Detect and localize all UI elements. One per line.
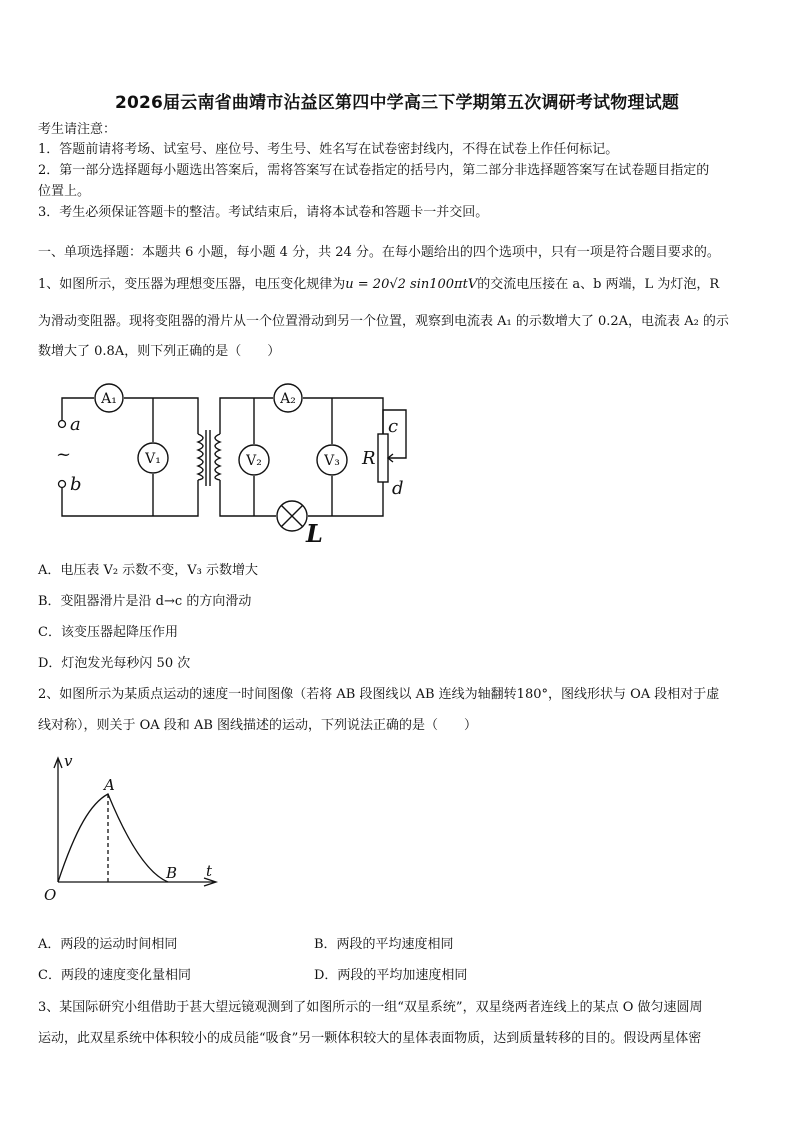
- question-2-stem: 2、如图所示为某质点运动的速度一时间图像（若将 AB 段图线以 AB 连线为轴翻转180°，图线形状与 OA 段相对于虚: [38, 687, 720, 702]
- page-title: 2026届云南省曲靖市沾益区第四中学高三下学期第五次调研考试物理试题: [114, 93, 680, 113]
- question-1-stem: 为滑动变阻器。现将变阻器的滑片从一个位置滑动到另一个位置，观察到电流表 A₁ 的示数增大了 0.2A，电流表 A₂ 的示: [38, 314, 729, 329]
- q1-stem-part: 的交流电压接在 a、b 两端，L 为灯泡，R: [477, 277, 720, 292]
- label-a1: A₁: [101, 391, 117, 407]
- q1-option-d: D．灯泡发光每秒闪 50 次: [38, 656, 191, 671]
- question-3-stem: 运动，此双星系统中体积较小的成员能“吸食”另一颗体积较大的星体表面物质，达到质量转移的目的。假设两星体密: [38, 1031, 702, 1046]
- label-c: c: [388, 416, 399, 437]
- label-v: v: [64, 752, 73, 770]
- label-ac-symbol: ~: [56, 444, 72, 465]
- label-r: R: [362, 448, 376, 469]
- question-2-stem: 线对称），则关于 OA 段和 AB 图线描述的运动，下列说法正确的是（ ）: [38, 718, 478, 733]
- label-point-b: B: [166, 864, 178, 882]
- q1-stem-part: 1、如图所示，变压器为理想变压器，电压变化规律为: [38, 277, 346, 292]
- label-t: t: [206, 862, 213, 880]
- notice-item: 位置上。: [38, 184, 91, 199]
- label-lamp: L: [306, 519, 323, 548]
- label-o: O: [44, 886, 57, 904]
- label-v2: V₂: [246, 453, 262, 469]
- question-1-stem: 数增大了 0.8A，则下列正确的是（ ）: [38, 344, 281, 359]
- question-3-stem: 3、某国际研究小组借助于甚大望远镜观测到了如图所示的一组“双星系统”，双星绕两者连线上的某点 O 做匀速圆周: [38, 1000, 703, 1015]
- q1-option-b: B．变阻器滑片是沿 d→c 的方向滑动: [38, 594, 252, 609]
- notice-item: 3．考生必须保证答题卡的整洁。考试结束后，请将本试卷和答题卡一并交回。: [38, 205, 489, 220]
- q1-option-a: A．电压表 V₂ 示数不变，V₃ 示数增大: [38, 563, 258, 578]
- label-v1: V₁: [145, 451, 161, 467]
- label-v3: V₃: [324, 453, 340, 469]
- question-1-stem: [38, 276, 760, 294]
- label-a: a: [70, 414, 81, 435]
- notice-item: 2．第一部分选择题每小题选出答案后，需将答案写在试卷指定的括号内，第二部分非选择题答案写在试卷题目指定的: [38, 163, 710, 178]
- label-point-a: A: [104, 776, 115, 794]
- notice-item: 1．答题前请将考场、试室号、座位号、考生号、姓名写在试卷密封线内，不得在试卷上作任何标记。: [38, 142, 619, 157]
- terminal-a-icon: [59, 421, 66, 428]
- label-d: d: [392, 478, 404, 499]
- notice-heading: 考生请注意：: [38, 122, 117, 137]
- q2-option-d: D．两段的平均加速度相同: [314, 968, 468, 983]
- q1-option-c: C．该变压器起降压作用: [38, 625, 178, 640]
- label-b: b: [70, 474, 82, 495]
- velocity-time-graph: [36, 748, 226, 908]
- label-a2: A₂: [280, 391, 296, 407]
- q2-option-c: C．两段的速度变化量相同: [38, 968, 191, 983]
- section-heading: 一、单项选择题：本题共 6 小题，每小题 4 分，共 24 分。在每小题给出的四个选项中，只有一项是符合题目要求的。: [38, 245, 720, 260]
- q1-formula: u = 20√2 sin100πtV: [345, 277, 478, 292]
- terminal-b-icon: [59, 481, 66, 488]
- q2-option-a: A．两段的运动时间相同: [38, 937, 178, 952]
- velocity-curve: [58, 794, 168, 882]
- q2-option-b: B．两段的平均速度相同: [314, 937, 454, 952]
- transformer-circuit-figure: [48, 380, 418, 550]
